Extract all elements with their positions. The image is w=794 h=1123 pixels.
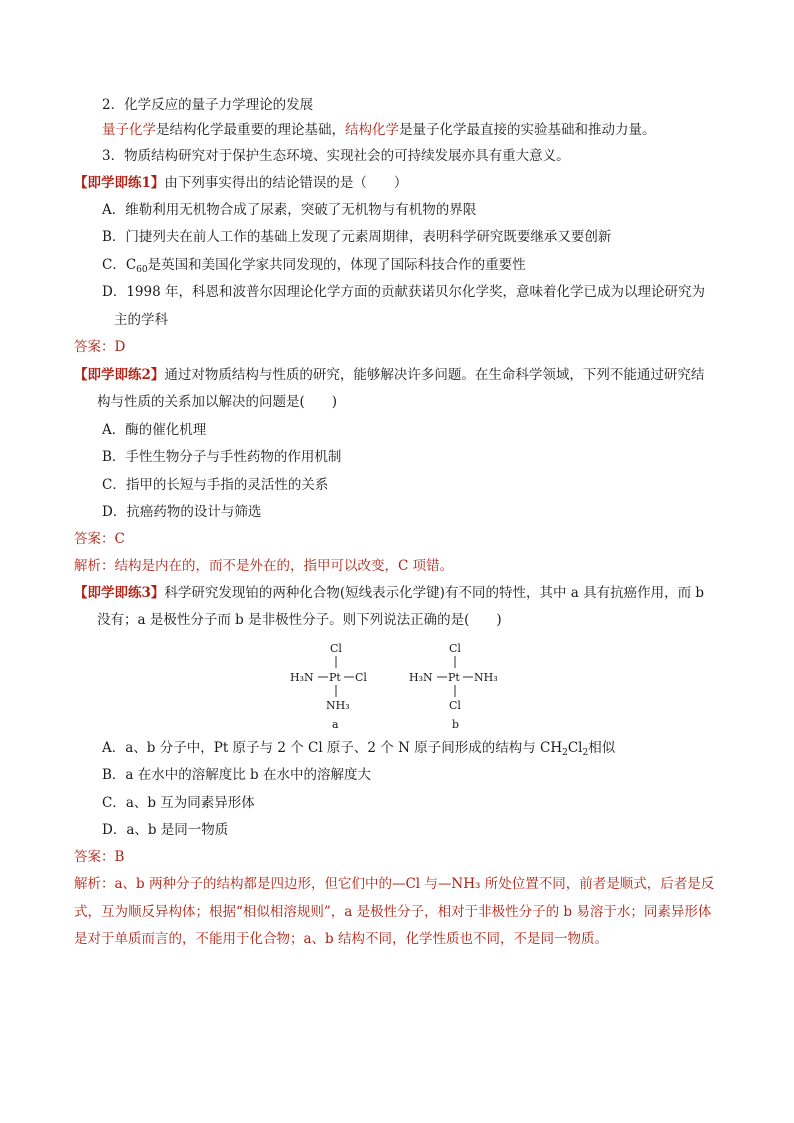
q2-option-b: B．手性生物分子与手性药物的作用机制 (102, 449, 342, 465)
mol-a-label: a (332, 718, 339, 731)
q1-option-a: A．维勒利用无机物合成了尿素，突破了无机物与有机物的界限 (102, 202, 477, 218)
mol-b-left: H₃N (409, 671, 433, 684)
q3-option-a-post: 相似 (588, 740, 616, 756)
q2-option-c: C．指甲的长短与手指的灵活性的关系 (102, 477, 329, 493)
section-item-2: 2．化学反应的量子力学理论的发展 (102, 97, 314, 113)
q3-analysis-line1: 解析：a、b 两种分子的结构都是四边形，但它们中的—Cl 与—NH₃ 所处位置不同，前者是顺式，后者是反 (74, 876, 715, 892)
q1-option-c-pre: C．C (102, 257, 137, 273)
mol-a-right: Cl (355, 671, 367, 684)
mol-a-center: Pt (329, 671, 341, 684)
q1-tag: 【即学即练1】 (74, 175, 165, 191)
section-item-2-body (102, 121, 656, 139)
q1-option-c-post: 是英国和美国化学家共同发现的，体现了国际科技合作的重要性 (147, 257, 526, 273)
q2-stem-line1 (74, 366, 704, 384)
q3-tag: 【即学即练3】 (74, 585, 165, 601)
molecule-a-diagram (284, 640, 384, 732)
q2-stem-text: 通过对物质结构与性质的研究，能够解决许多问题。在生命科学领域，下列不能通过研究结 (164, 367, 705, 383)
mol-b-top: Cl (449, 642, 461, 655)
q1-stem-text: 由下列事实得出的结论错误的是（ ） (164, 175, 408, 191)
q3-analysis-line3: 是对于单质而言的，不能用于化合物；a、b 结构不同，化学性质也不同，不是同一物质。 (74, 931, 608, 947)
q3-stem-line1 (74, 584, 704, 602)
q1-option-b: B．门捷列夫在前人工作的基础上发现了元素周期律，表明科学研究既要继承又要创新 (102, 229, 612, 245)
term-structural-chemistry: 结构化学 (345, 122, 399, 138)
mol-b-right: NH₃ (474, 671, 498, 684)
mol-a-left: H₃N (290, 671, 314, 684)
q1-option-d-line2: 主的学科 (114, 312, 168, 328)
q3-option-d: D．a、b 是同一物质 (102, 822, 229, 838)
q2-option-d: D．抗癌药物的设计与筛选 (102, 504, 262, 520)
section-item-3: 3．物质结构研究对于保护生态环境、实现社会的可持续发展亦具有重大意义。 (102, 148, 570, 164)
q1-option-c (102, 256, 526, 279)
molecule-b-diagram (403, 640, 513, 732)
q3-option-a (102, 739, 615, 762)
q3-answer: 答案：B (74, 849, 125, 865)
item2-body-mid2: 是量子化学最直接的实验基础和推动力量。 (399, 122, 656, 138)
q3-option-a-sub2: 2 (582, 748, 589, 758)
q3-option-a-mid: Cl (567, 740, 583, 756)
q1-option-c-sub: 60 (136, 265, 148, 275)
q3-option-c: C．a、b 互为同素异形体 (102, 795, 255, 811)
mol-b-center: Pt (448, 671, 460, 684)
q2-stem-line2: 构与性质的关系加以解决的问题是( ) (97, 394, 338, 410)
q3-stem-line2: 没有；a 是极性分子而 b 是非极性分子。则下列说法正确的是( ) (97, 612, 502, 628)
mol-b-bottom: Cl (449, 699, 461, 712)
q1-option-d-line1: D．1998 年，科恩和波普尔因理论化学方面的贡献获诺贝尔化学奖，意味着化学已成为以理论研究为 (102, 284, 705, 300)
q1-answer: 答案：D (74, 339, 126, 355)
q2-answer: 答案：C (74, 531, 125, 547)
mol-a-top: Cl (330, 642, 342, 655)
q3-option-a-sub1: 2 (562, 748, 568, 758)
q1-stem (74, 174, 407, 192)
q3-stem-text: 科学研究发现铂的两种化合物(短线表示化学键)有不同的特性，其中 a 具有抗癌作用，而 b (164, 585, 705, 601)
item2-body-mid1: 是结构化学最重要的理论基础， (156, 122, 345, 138)
q3-option-b: B．a 在水中的溶解度比 b 在水中的溶解度大 (102, 767, 371, 783)
mol-a-bottom: NH₃ (326, 699, 350, 712)
q2-analysis: 解析：结构是内在的，而不是外在的，指甲可以改变，C 项错。 (74, 558, 454, 574)
term-quantum-chemistry: 量子化学 (102, 122, 156, 138)
q2-option-a: A．酶的催化机理 (102, 422, 207, 438)
q2-tag: 【即学即练2】 (74, 367, 165, 383)
q3-analysis-line2: 式，互为顺反异构体；根据“相似相溶规则”，a 是极性分子，相对于非极性分子的 b 易溶于水；同素异形体 (74, 904, 712, 920)
q3-option-a-pre: A．a、b 分子中，Pt 原子与 2 个 Cl 原子、2 个 N 原子间形成的结构与 CH (102, 740, 563, 756)
mol-b-label: b (452, 718, 460, 731)
